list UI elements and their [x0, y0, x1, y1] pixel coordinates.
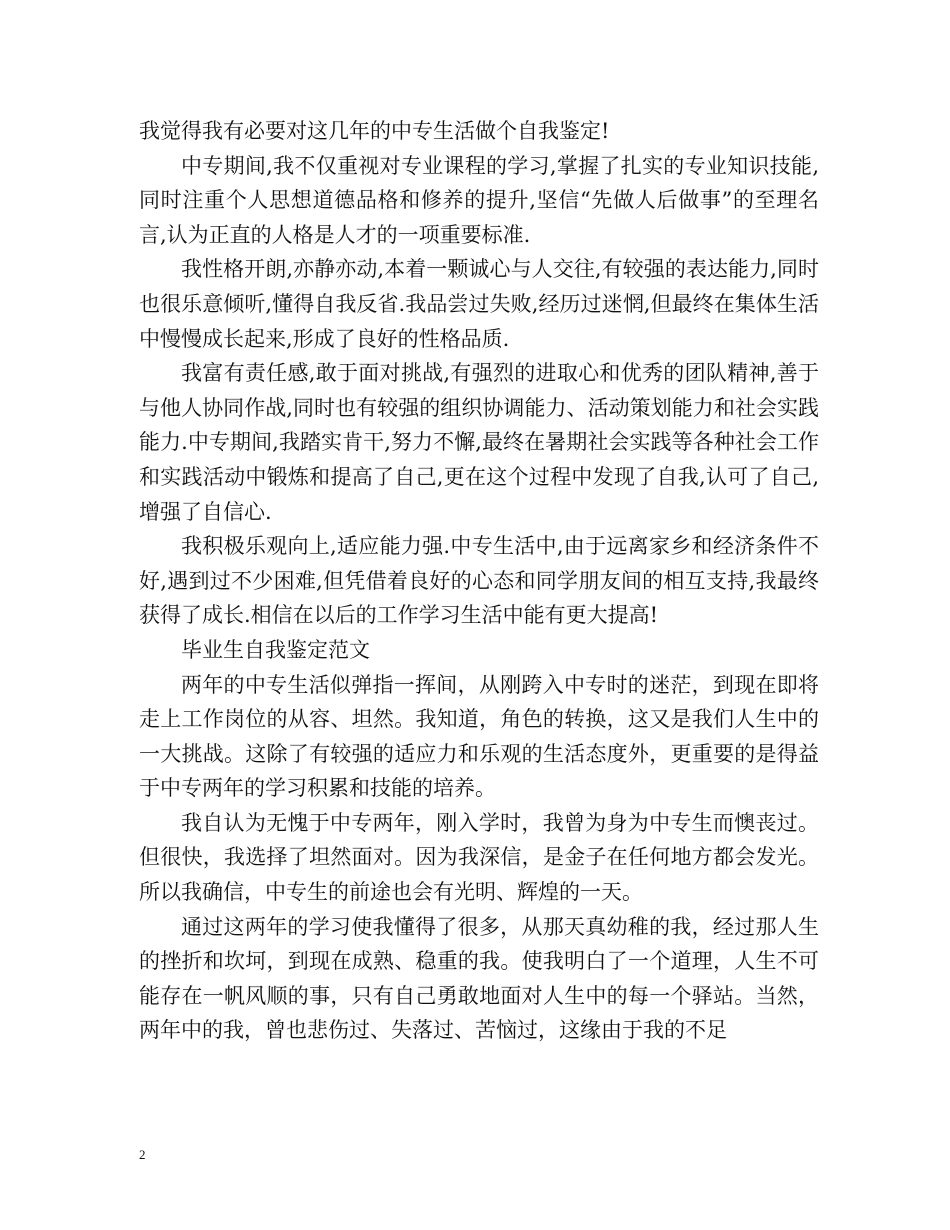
paragraph-intro-line: 我觉得我有必要对这几年的中专生活做个自我鉴定!	[139, 119, 610, 143]
document-body	[139, 114, 819, 1048]
paragraph-self-worth: 我自认为无愧于中专两年，刚入学时，我曾为身为中专生而懊丧过。但很快，我选择了坦然面对。因为我深信，是金子在任何地方都会发光。所以我确信，中专生的前途也会有光明、辉煌的一天。	[139, 810, 819, 905]
paragraph-growth: 通过这两年的学习使我懂得了很多，从那天真幼稚的我，经过那人生的挫折和坎坷，到现在成熟、稳重的我。使我明白了一个道理，人生不可能存在一帆风顺的事，只有自己勇敢地面对人生中的每一个驿站。当然，两年中的我，曾也悲伤过、失落过、苦恼过，这缘由于我的不足	[139, 914, 819, 1043]
paragraph-responsibility: 我富有责任感,敢于面对挑战,有强烈的进取心和优秀的团队精神,善于与他人协同作战,同时也有较强的组织协调能力、活动策划能力和社会实践能力.中专期间,我踏实肯干,努力不懈,最终在暑期社会实践等各种社会工作和实践活动中锻炼和提高了自己,更在这个过程中发现了自我,认可了自己,增强了自信心.	[139, 361, 819, 524]
page-number: 2	[139, 1147, 146, 1162]
section-heading: 毕业生自我鉴定范文	[181, 637, 370, 662]
paragraph-two-years: 两年的中专生活似弹指一挥间，从刚跨入中专时的迷茫，到现在即将走上工作岗位的从容、坦然。我知道，角色的转换，这又是我们人生中的一大挑战。这除了有较强的适应力和乐观的生活态度外，更重要的是得益于中专两年的学习积累和技能的培养。	[139, 672, 819, 801]
paragraph-personality: 我性格开朗,亦静亦动,本着一颗诚心与人交往,有较强的表达能力,同时也很乐意倾听,懂得自我反省.我品尝过失败,经历过迷惘,但最终在集体生活中慢慢成长起来,形成了良好的性格品质.	[139, 257, 819, 351]
paragraph-study: 中专期间,我不仅重视对专业课程的学习,掌握了扎实的专业知识技能,同时注重个人思想道德品格和修养的提升,坚信“先做人后做事”的至理名言,认为正直的人格是人才的一项重要标准.	[139, 153, 819, 247]
paragraph-optimism: 我积极乐观向上,适应能力强.中专生活中,由于远离家乡和经济条件不好,遇到过不少困难,但凭借着良好的心态和同学朋友间的相互支持,我最终获得了成长.相信在以后的工作学习生活中能有更大提高!	[139, 534, 819, 628]
